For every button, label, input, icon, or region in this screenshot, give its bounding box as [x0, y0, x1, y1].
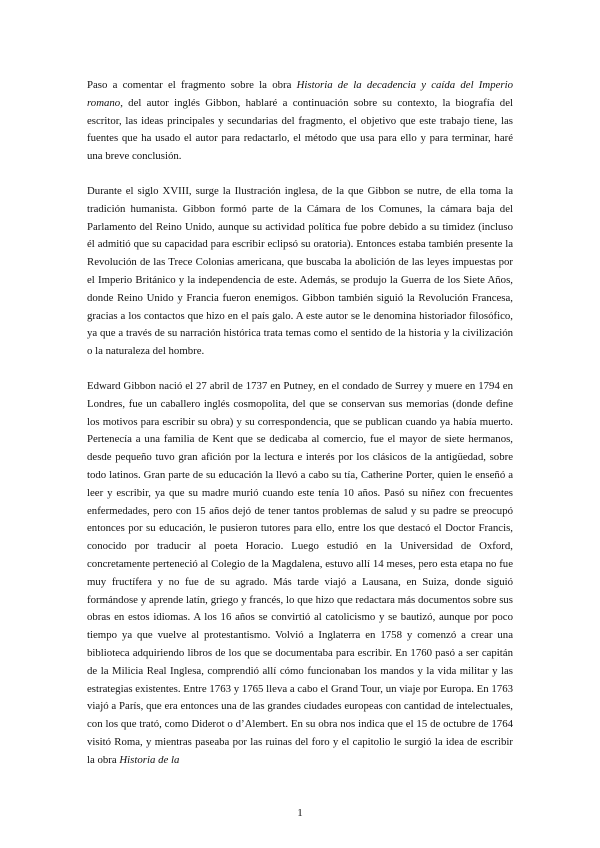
work-title: Historia de la decadencia y caída del Imperio romano	[87, 79, 513, 109]
biography-work-title: Historia de la	[119, 753, 180, 766]
paragraph-introduction	[87, 77, 513, 166]
biography-text: Edward Gibbon nació el 27 abril de 1737 en Putney, en el condado de Surrey y muere en 1794 en Londres, fue un caballero inglés cosmopolita, del que se conservan sus memorias (donde define los motivos para escribir su obra) y su correspondencia, que se publican cuando ya había muerto. Pertenecía a una familia de Kent que se dedicaba al comercio, fue el mayor de siete hermanos, desde pequeño tuvo gran afición por la lectura e interés por los clásicos de la antigüedad, sobre todo latinos. Gran parte de su educación la llevó a cabo su tía, Catherine Porter, quien le enseñó a leer y escribir, ya que su madre murió cuando este tenía 10 años. Pasó su niñez con frecuentes enfermedades, pero con 15 años dejó de tener tantos problemas de salud y su padre se preocupó entonces por su educación, le pusieron tutores para ello, entre los que destacó el Doctor Francis, conocido por traducir al poeta Horacio. Luego estudió en la Universidad de Oxford, concretamente perteneció al Colegio de la Magdalena, estuvo allí 14 meses, pero esta etapa no fue muy fructífera y no fue de su agrado. Más tarde viajó a Lausana, en Suiza, donde siguió formándose y aprende latín, griego y francés, lo que hizo que redactara más documentos sobre sus obras en estos idiomas. A los 16 años se convirtió al catolicismo y se bautizó, aunque por poco tiempo ya que vuelve al protestantismo. Volvió a Inglaterra en 1758 y comenzó a crear una biblioteca adquiriendo libros de los que se documentaba para escribir. En 1760 pasó a ser capitán de la Milicia Real Inglesa, comprendió allí cómo funcionaban los mandos y la vida militar y las estrategias existentes. Entre 1763 y 1765 lleva a cabo el Grand Tour, un viaje por Europa. En 1763 viajó a París, que era entonces una de las grandes ciudades europeas con cantidad de intelectuales, con los que trató, como Diderot o d’Alembert. En su obra nos indica que el 15 de octubre de 1764 visitó Roma, y mientras paseaba por las ruinas del foro y el capitolio le surgió la idea de escribir la obra	[87, 379, 513, 766]
paragraph-context: Durante el siglo XVIII, surge la Ilustración inglesa, de la que Gibbon se nutre, de ella toma la tradición humanista. Gibbon formó parte de la Cámara de los Comunes, la cámara baja del Parlamento del Reino Unido, aunque su actividad política fue pobre debido a su timidez (incluso él admitió que su capacidad para escribir eclipsó su oratoria). Entonces estaba también presente la Revolución de las Trece Colonias americana, que buscaba la abolición de las leyes impuestas por el Imperio Británico y la independencia de este. Además, se produjo la Guerra de los Siete Años, donde Reino Unido y Francia fueron enemigos. Gibbon también siguió la Revolución Francesa, gracias a los contactos que hizo en el país galo. A este autor se le denomina historiador filosófico, ya que a través de su narración histórica trata temas como el sentido de la historia y la civilización o la naturaleza del hombre.	[87, 184, 513, 358]
intro-rest-text: , del autor inglés Gibbon, hablaré a continuación sobre su contexto, la biografía del escritor, las ideas principales y secundarias del fragmento, el objetivo que este trabajo tiene, las fuentes que ha usado el autor para redactarlo, el método que usa para ello y para terminar, haré una breve conclusión.	[87, 96, 513, 163]
paragraph-biography	[87, 378, 513, 770]
intro-lead-text: Paso a comentar el fragmento sobre la obra	[87, 79, 297, 91]
body-text	[87, 77, 513, 769]
page-number: 1	[297, 807, 303, 819]
